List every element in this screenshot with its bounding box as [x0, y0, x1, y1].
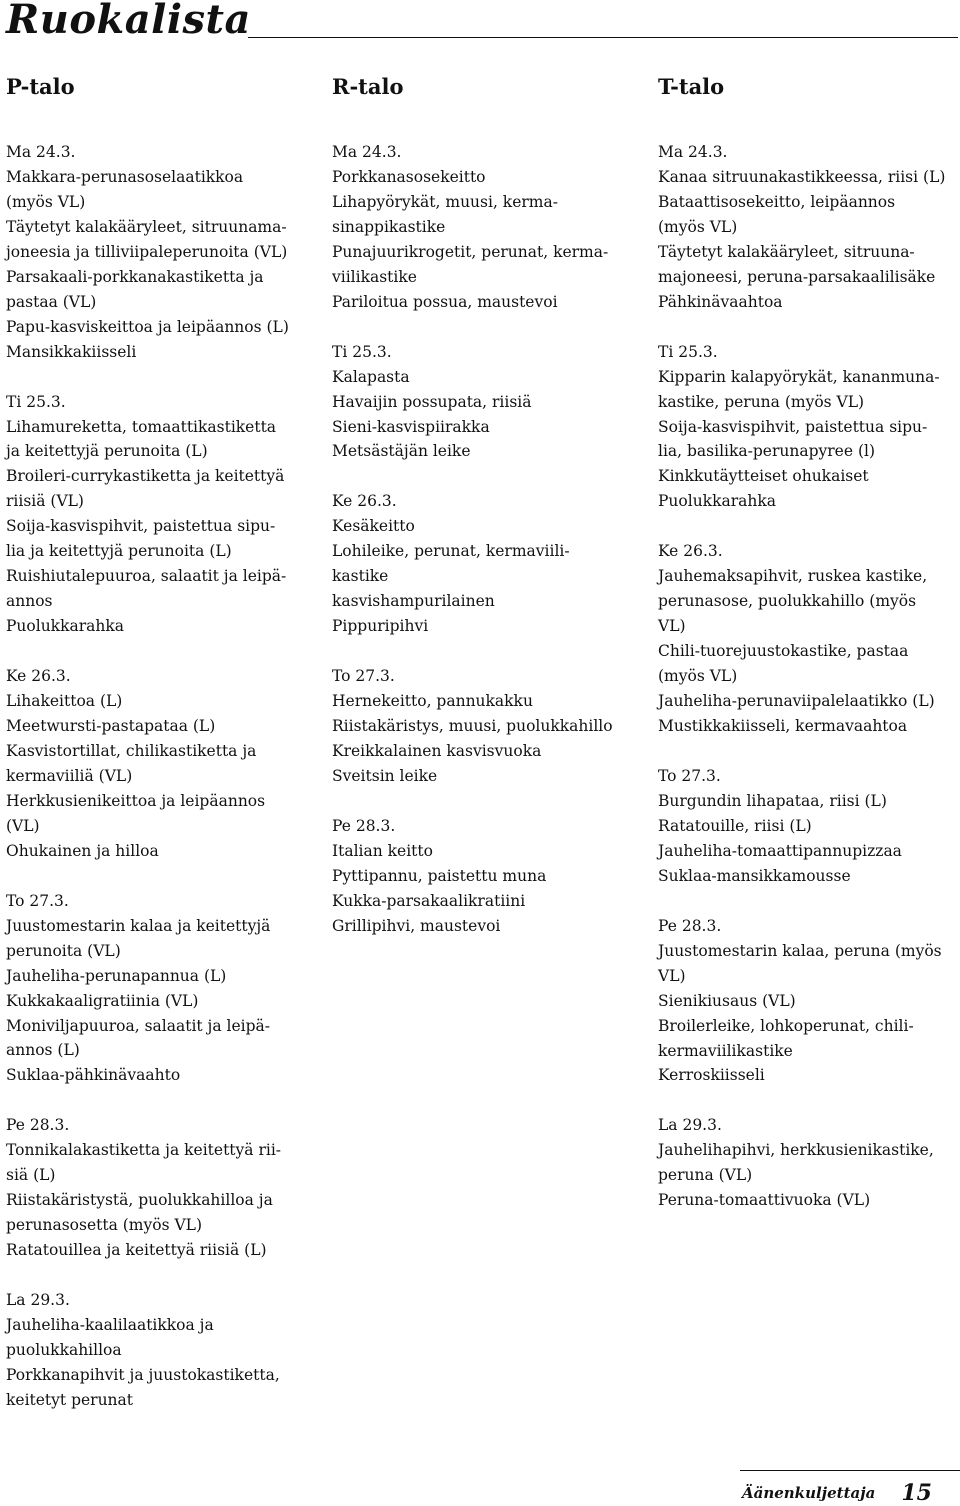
day-block — [658, 140, 960, 315]
menu-item-line: Puolukkarahka — [658, 492, 776, 511]
menu-item-line: Pyttipannu, paistettu muna — [332, 866, 547, 885]
menu-item-line: kermaviilikastike — [658, 1041, 793, 1060]
menu-item-line: Ratatouillea ja keitettyä riisiä (L) — [6, 1241, 267, 1260]
menu-item-line: Meetwursti-pastapataa (L) — [6, 717, 216, 736]
menu-column-r-talo — [332, 140, 634, 964]
menu-item-line: Makkara-perunasoselaatikkoa — [6, 167, 244, 186]
menu-item-line: Kukka-parsakaalikratiini — [332, 891, 526, 910]
day-label: La 29.3. — [6, 1291, 70, 1310]
menu-item-line: Kukkakaaligratiinia (VL) — [6, 991, 199, 1010]
menu-item-line: Kinkkutäytteiset ohukaiset — [658, 467, 869, 486]
menu-item-line: Lihapyörykät, muusi, kerma- — [332, 192, 558, 211]
footer-rule — [740, 1470, 960, 1471]
menu-item-line: Juustomestarin kalaa, peruna (myös — [658, 941, 942, 960]
day-label: Ke 26.3. — [6, 667, 71, 686]
day-label: La 29.3. — [658, 1116, 722, 1135]
day-label: Ma 24.3. — [6, 143, 76, 161]
day-label: Ti 25.3. — [332, 342, 392, 361]
menu-item-line: perunoita (VL) — [6, 941, 121, 960]
menu-item-line: Juustomestarin kalaa ja keitettyjä — [6, 916, 271, 935]
menu-item-line: Moniviljapuuroa, salaatit ja leipä- — [6, 1016, 271, 1035]
menu-item-line: puolukkahilloa — [6, 1340, 122, 1359]
menu-item-line: lia, basilika-perunapyree (l) — [658, 442, 875, 461]
menu-item-line: Bataattisosekeitto, leipäannos — [658, 192, 896, 211]
menu-item-line: Jauhelihapihvi, herkkusienikastike, — [658, 1141, 934, 1160]
column-heading-r-talo: R-talo — [332, 74, 404, 99]
day-block — [6, 664, 308, 864]
menu-item-line: (myös VL) — [6, 192, 86, 211]
day-label: Ke 26.3. — [332, 492, 397, 511]
menu-item-line: majoneesi, peruna-parsakaalilisäke — [658, 267, 936, 286]
menu-item-line: Jauhemaksapihvit, ruskea kastike, — [658, 567, 928, 586]
menu-item-line: (myös VL) — [658, 217, 738, 236]
day-block — [6, 390, 308, 640]
day-block — [332, 814, 634, 939]
menu-item-line: Kasvistortillat, chilikastiketta ja — [6, 741, 257, 760]
menu-item-line: Porkkanasosekeitto — [332, 167, 486, 186]
menu-item-line: Sieni-kasvispiirakka — [332, 417, 490, 436]
day-block — [332, 140, 634, 315]
menu-item-line: kasvishampurilainen — [332, 592, 495, 611]
menu-item-line: kermaviiliä (VL) — [6, 766, 133, 785]
menu-item-line: joneesia ja tilliviipaleperunoita (VL) — [6, 242, 288, 261]
menu-item-line: Kreikkalainen kasvisvuoka — [332, 742, 542, 761]
menu-item-line: peruna (VL) — [658, 1166, 753, 1185]
menu-item-line: Tonnikalakastiketta ja keitettyä rii- — [6, 1141, 282, 1160]
menu-item-line: kastike, peruna (myös VL) — [658, 392, 865, 411]
menu-item-line: Jauheliha-kaalilaatikkoa ja — [6, 1316, 214, 1335]
menu-item-line: Täytetyt kalakääryleet, sitruunama- — [6, 217, 287, 236]
menu-item-line: lia ja keitettyjä perunoita (L) — [6, 542, 232, 561]
day-block — [658, 764, 960, 889]
menu-item-line: Ruishiutalepuuroa, salaatit ja leipä- — [6, 567, 287, 586]
footer — [742, 1478, 932, 1504]
menu-item-line: Sienikiusaus (VL) — [658, 991, 796, 1010]
menu-item-line: Parsakaali-porkkanakastiketta ja — [6, 267, 264, 286]
menu-item-line: riisiä (VL) — [6, 492, 84, 511]
day-block — [6, 1288, 308, 1413]
menu-item-line: (VL) — [6, 816, 40, 835]
menu-item-line: sinappikastike — [332, 217, 446, 236]
menu-item-line: Burgundin lihapataa, riisi (L) — [658, 791, 887, 810]
day-label: To 27.3. — [6, 891, 69, 910]
menu-item-line: ja keitettyjä perunoita (L) — [6, 442, 208, 461]
menu-item-line: Jauheliha-tomaattipannupizzaa — [658, 841, 902, 860]
day-block — [658, 914, 960, 1089]
menu-item-line: Broilerleike, lohkoperunat, chili- — [658, 1016, 914, 1035]
day-block — [658, 539, 960, 739]
menu-item-line: Riistakäristys, muusi, puolukkahillo — [332, 717, 613, 736]
menu-item-line: Grillipihvi, maustevoi — [332, 916, 501, 935]
day-block — [6, 889, 308, 1089]
menu-item-line: Riistakäristystä, puolukkahilloa ja — [6, 1191, 273, 1210]
menu-item-line: Peruna-tomaattivuoka (VL) — [658, 1191, 871, 1210]
menu-item-line: Chili-tuorejuustokastike, pastaa — [658, 642, 909, 661]
menu-item-line: Pippuripihvi — [332, 617, 429, 636]
menu-item-line: VL) — [658, 617, 686, 636]
menu-item-line: perunasosetta (myös VL) — [6, 1216, 202, 1235]
menu-item-line: Porkkanapihvit ja juustokastiketta, — [6, 1365, 280, 1384]
menu-item-line: Kerroskiisseli — [658, 1066, 765, 1085]
menu-item-line: (myös VL) — [658, 667, 738, 686]
menu-item-line: viilikastike — [332, 267, 417, 286]
menu-item-line: Suklaa-mansikkamousse — [658, 866, 851, 885]
day-label: Ma 24.3. — [658, 143, 728, 161]
menu-item-line: Sveitsin leike — [332, 766, 438, 785]
menu-item-line: siä (L) — [6, 1166, 56, 1185]
day-label: Ma 24.3. — [332, 143, 402, 161]
menu-item-line: Jauheliha-perunapannua (L) — [6, 966, 227, 985]
menu-column-t-talo — [658, 140, 960, 1238]
menu-item-line: Ratatouille, riisi (L) — [658, 816, 812, 835]
menu-item-line: Hernekeitto, pannukakku — [332, 692, 533, 711]
title-row — [0, 0, 960, 45]
day-block — [658, 1113, 960, 1213]
day-label: To 27.3. — [658, 766, 721, 785]
menu-item-line: annos (L) — [6, 1041, 80, 1060]
menu-item-line: Mustikkakiisseli, kermavaahtoa — [658, 717, 908, 736]
menu-item-line: pastaa (VL) — [6, 292, 97, 311]
menu-item-line: VL) — [658, 966, 686, 985]
menu-item-line: Herkkusienikeittoa ja leipäannos — [6, 791, 266, 810]
menu-item-line: Havaijin possupata, riisiä — [332, 392, 532, 411]
menu-item-line: Metsästäjän leike — [332, 442, 471, 461]
column-heading-p-talo: P-talo — [6, 74, 75, 99]
menu-item-line: kastike — [332, 567, 389, 586]
title-underline — [248, 37, 958, 38]
menu-item-line: Lihamureketta, tomaattikastiketta — [6, 417, 277, 436]
menu-item-line: Kipparin kalapyörykät, kananmuna- — [658, 367, 940, 386]
menu-item-line: Puolukkarahka — [6, 617, 124, 636]
day-block — [6, 140, 308, 365]
menu-item-line: Soija-kasvispihvit, paistettua sipu- — [658, 417, 928, 436]
menu-item-line: Lohileike, perunat, kermaviili- — [332, 542, 570, 561]
menu-item-line: Lihakeittoa (L) — [6, 692, 123, 711]
day-label: Pe 28.3. — [6, 1116, 70, 1135]
menu-item-line: annos — [6, 592, 53, 611]
menu-item-line: keitetyt perunat — [6, 1390, 134, 1409]
menu-item-line: Punajuurikrogetit, perunat, kerma- — [332, 242, 609, 261]
menu-item-line: Ohukainen ja hilloa — [6, 841, 159, 860]
menu-item-line: Kalapasta — [332, 367, 410, 386]
day-block — [658, 340, 960, 515]
column-heading-t-talo: T-talo — [658, 74, 725, 99]
menu-item-line: Papu-kasviskeittoa ja leipäannos (L) — [6, 317, 289, 336]
menu-item-line: Pähkinävaahtoa — [658, 292, 783, 311]
day-block — [332, 340, 634, 465]
footer-publication: Äänenkuljettaja — [741, 1484, 876, 1502]
day-label: Ti 25.3. — [6, 392, 66, 411]
day-block — [6, 1113, 308, 1263]
menu-item-line: Täytetyt kalakääryleet, sitruuna- — [658, 242, 915, 261]
day-label: Pe 28.3. — [332, 816, 396, 835]
day-label: Ti 25.3. — [658, 342, 718, 361]
menu-item-line: Mansikkakiisseli — [6, 342, 137, 361]
menu-item-line: Kesäkeitto — [332, 517, 415, 536]
day-label: Ke 26.3. — [658, 542, 723, 561]
day-block — [332, 489, 634, 639]
page-number: 15 — [901, 1480, 932, 1506]
menu-item-line: Suklaa-pähkinävaahto — [6, 1066, 181, 1085]
menu-item-line: Kanaa sitruunakastikkeessa, riisi (L) — [658, 167, 946, 186]
menu-item-line: Soija-kasvispihvit, paistettua sipu- — [6, 517, 276, 536]
day-label: Pe 28.3. — [658, 916, 722, 935]
menu-item-line: Broileri-currykastiketta ja keitettyä — [6, 467, 285, 486]
day-block — [332, 664, 634, 789]
day-label: To 27.3. — [332, 667, 395, 686]
menu-item-line: Pariloitua possua, maustevoi — [332, 292, 558, 311]
menu-item-line: perunasose, puolukkahillo (myös — [658, 592, 917, 611]
page-title: Ruokalista — [6, 0, 251, 43]
menu-item-line: Italian keitto — [332, 841, 433, 860]
menu-item-line: Jauheliha-perunaviipalelaatikko (L) — [658, 692, 935, 711]
menu-column-p-talo — [6, 140, 308, 1438]
